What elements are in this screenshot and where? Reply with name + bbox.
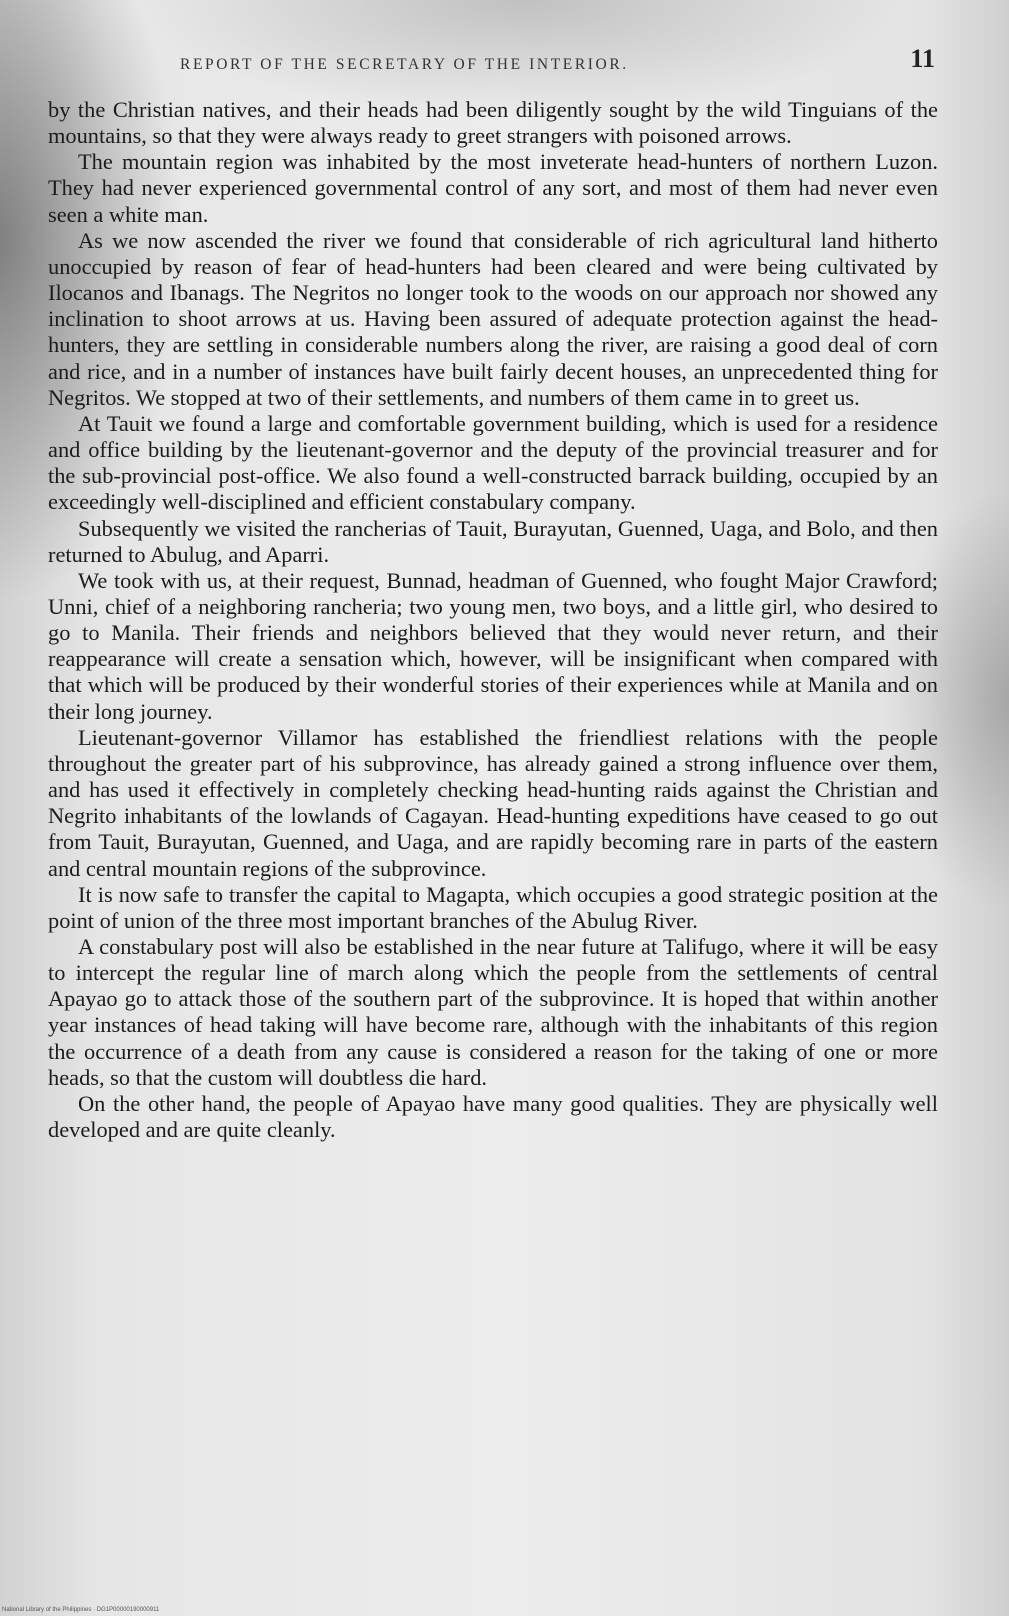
body-text xyxy=(48,97,938,1143)
paragraph: by the Christian natives, and their heads had been diligently sought by the wild Tinguians of the mountains, so that they were always ready to greet strangers with poisoned arrows. xyxy=(48,97,938,149)
paragraph: Subsequently we visited the rancherias of Tauit, Burayutan, Guenned, Uaga, and Bolo, and then returned to Abulug, and Aparri. xyxy=(48,515,938,567)
paragraph: As we now ascended the river we found that considerable of rich agricultural land hitherto unoccupied by reason of fear of head-hunters had been cleared and were being cultivated by Ilocanos and Ibanags. The Negritos no longer took to the woods on our approach nor showed any inclination to shoot arrows at us. Having been assured of adequate protection against the head-hunters, they are settling in considerable numbers along the river, are raising a good deal of corn and rice, and in a number of instances have built fairly decent houses, an unprecedented thing for Negritos. We stopped at two of their settlements, and numbers of them came in to greet us. xyxy=(48,227,938,410)
paragraph: A constabulary post will also be established in the near future at Talifugo, where it will be easy to intercept the regular line of march along which the people from the settlements of central Apayao go to attack those of the southern part of the subprovince. It is hoped that within another year instances of head taking will have become rare, although with the inhabitants of this region the occurrence of a death from any cause is considered a reason for the taking of one or more heads, so that the custom will doubtless die hard. xyxy=(48,934,938,1090)
paragraph: On the other hand, the people of Apayao have many good qualities. They are physically well developed and are quite cleanly. xyxy=(48,1090,938,1143)
paragraph: The mountain region was inhabited by the most inveterate head-hunters of northern Luzon. They had never experienced governmental control of any sort, and most of them had never even seen a white man. xyxy=(48,149,938,227)
page-number: 11 xyxy=(910,44,935,73)
page-header xyxy=(40,44,935,80)
scan-credit: National Library of the Philippines · DG1P00000190000911 xyxy=(2,1607,160,1613)
paragraph: We took with us, at their request, Bunnad, headman of Guenned, who fought Major Crawford; Unni, chief of a neighboring rancheria; two young men, two boys, and a little girl, who desired to go to Manila. Their friends and neighbors believed that they would never return, and their reappearance will create a sensation which, however, will be insignificant when compared with that which will be produced by their wonderful stories of their experiences while at Manila and on their long journey. xyxy=(48,567,938,724)
paragraph: At Tauit we found a large and comfortable government building, which is used for a residence and office building by the lieutenant-governor and the deputy of the provincial treasurer and for the sub-provincial post-office. We also found a well-constructed barrack building, occupied by an exceedingly well-disciplined and efficient constabulary company. xyxy=(48,410,938,515)
running-head: REPORT OF THE SECRETARY OF THE INTERIOR. xyxy=(180,56,629,73)
paragraph: It is now safe to transfer the capital to Magapta, which occupies a good strategic position at the point of union of the three most important branches of the Abulug River. xyxy=(48,881,938,933)
paragraph: Lieutenant-governor Villamor has established the friendliest relations with the people throughout the greater part of his subprovince, has already gained a strong influence over them, and has used it effectively in completely checking head-hunting raids against the Christian and Negrito inhabitants of the lowlands of Cagayan. Head-hunting expeditions have ceased to go out from Tauit, Burayutan, Guenned, and Uaga, and are rapidly becoming rare in parts of the eastern and central mountain regions of the subprovince. xyxy=(48,724,938,881)
